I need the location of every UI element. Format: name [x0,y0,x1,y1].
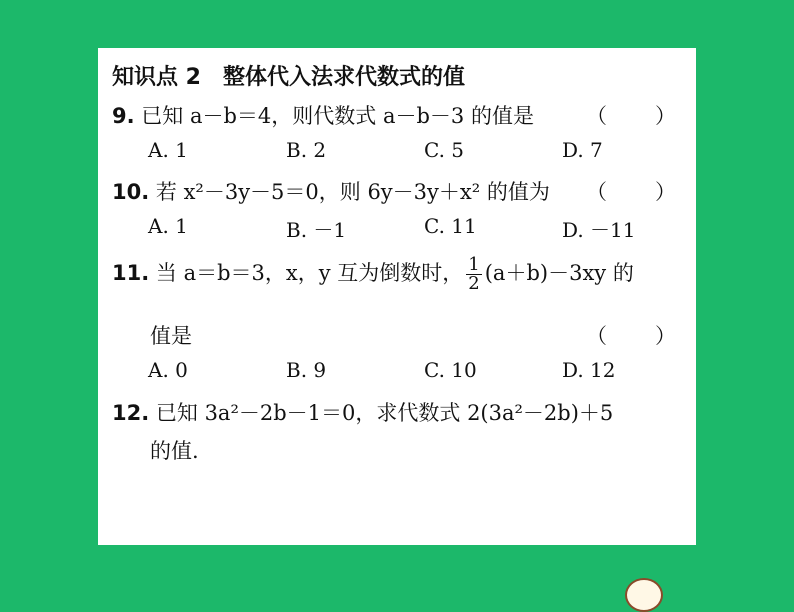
option-a: A. 1 [148,138,188,162]
option-a: A. 0 [148,358,188,382]
fraction [466,256,481,293]
question-number: 11. [112,261,150,285]
question-12-line2 [112,435,696,465]
option-d: D. 7 [562,138,603,162]
question-text: 已知 3a²－2b－1＝0，求代数式 2(3a²－2b)＋5 [155,401,614,425]
mascot-icon [625,578,663,612]
question-text: 已知 a－b＝4，则代数式 a－b－3 的值是 [141,104,534,128]
question-number: 10. [112,180,150,204]
option-c: C. 10 [424,358,477,382]
question-number: 12. [112,401,150,425]
section-heading: 知识点 2 整体代入法求代数式的值 [112,65,465,90]
question-text-continued: 值是 [150,324,192,348]
fraction-numerator: 1 [468,254,480,275]
question-12 [112,397,696,427]
option-d: D. －11 [562,218,636,242]
question-text-before: 当 a＝b＝3，x，y 互为倒数时， [155,261,464,285]
question-text-after: (a＋b)－3xy 的 [484,261,634,285]
option-b: B. 9 [286,358,327,382]
option-d: D. 12 [562,358,616,382]
answer-blank: （ ） [586,180,678,204]
fraction-denominator: 2 [468,273,480,294]
question-10 [112,176,696,206]
option-b: B. －1 [286,218,347,242]
option-c: C. 5 [424,138,465,162]
question-number: 9. [112,104,135,128]
question-11-line2 [112,320,696,350]
question-text: 若 x²－3y－5＝0，则 6y－3y＋x² 的值为 [155,180,550,204]
question-11 [112,256,696,293]
question-9 [112,100,696,130]
question-text-continued: 的值. [150,439,199,463]
worksheet-card [98,48,696,545]
option-c: C. 11 [424,214,477,238]
option-b: B. 2 [286,138,327,162]
option-a: A. 1 [148,214,188,238]
answer-blank: （ ） [586,324,678,348]
answer-blank: （ ） [586,104,678,128]
